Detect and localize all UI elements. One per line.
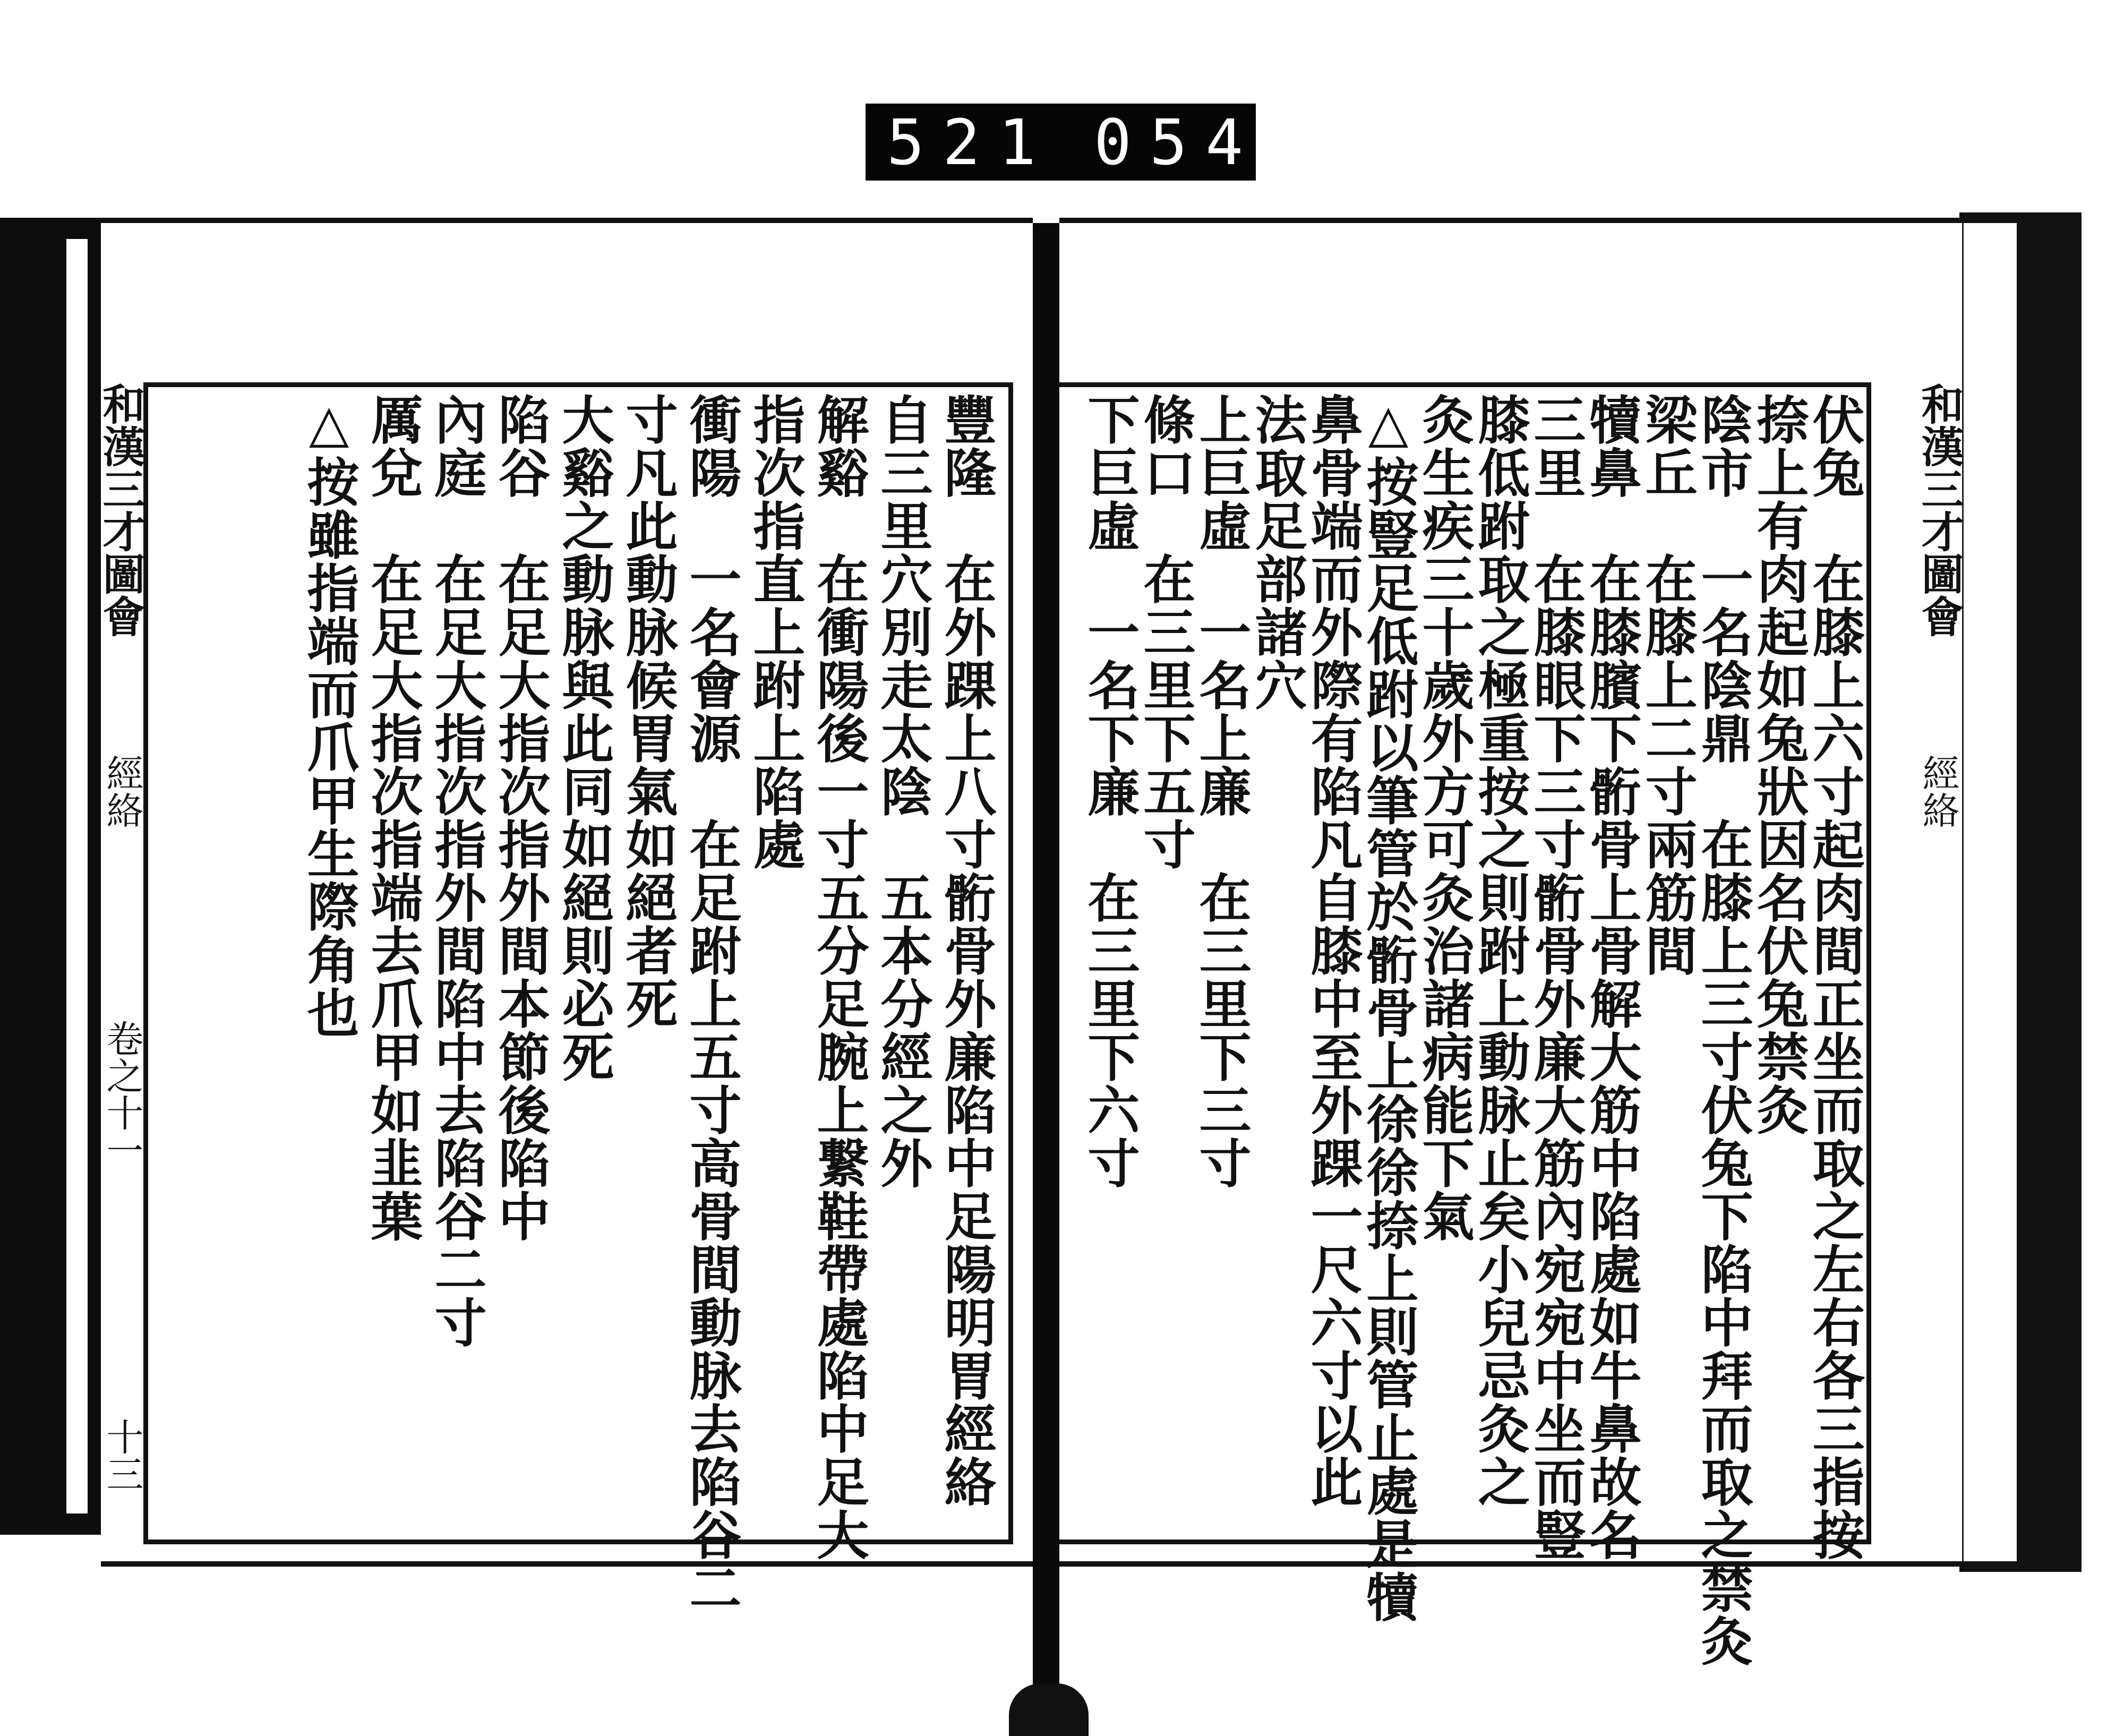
left-column-8: 陷谷 在足大指次指外間本節後陷中 [490,393,551,1243]
left-column-1: 豐隆 在外踝上八寸䯒骨外廉陷中足陽明胃經絡 [936,393,997,1508]
book-binding [1033,223,1059,1736]
left-margin-title: 和漢三才圖會 [96,382,145,637]
left-column-3: 解谿 在衝陽後一寸五分足腕上繋鞋帶處陷中足大 [808,393,869,1561]
left-column-6: 寸凡此動脉候胃氣如絕者死 [617,393,678,1030]
catalog-number-part1: 521 [887,106,1055,179]
right-column-6: 三里 在膝眼下三寸䯒骨外廉大筋內宛宛中坐而豎 [1525,393,1586,1561]
right-column-13: 條口 在三里下五寸 [1135,393,1196,871]
left-column-10: 厲兌 在足大指次指端去爪甲如韭葉 [362,393,423,1243]
left-page [96,218,1033,1614]
right-margin-title: 和漢三才圖會 [1914,382,1964,637]
right-column-2: 捺上有肉起如兔狀因名伏兔禁灸 [1748,393,1809,1136]
left-margin-volume: 卷之十一 [100,1020,144,1168]
right-column-10: 鼻骨端而外際有陷凡自膝中至外踝一尺六寸以此 [1302,393,1363,1508]
left-column-4: 指次指直上跗上陷處 [744,393,806,871]
right-column-9: △按豎足低跗以筆管於䯒骨上徐徐捺上則管止處是犢 [1358,393,1419,1623]
left-margin-page: 十三 [100,1418,144,1492]
right-column-14: 下巨虛 一名下廉 在三里下六寸 [1079,393,1140,1190]
right-column-11: 法取足部諸穴 [1246,393,1307,712]
left-column-9: 內庭 在足大指次指外間陷中去陷谷二寸 [426,393,487,1349]
left-column-2: 自三里穴別走太陰 五本分經之外 [872,393,933,1190]
right-margin-section: 經絡 [1916,754,1960,828]
right-column-4: 梁丘 在膝上二寸兩筋間 [1637,393,1698,977]
right-column-1: 伏兔 在膝上六寸起肉間正坐而取之左右各三指按 [1804,393,1865,1561]
left-column-5: 衝陽 一名會源 在足跗上五寸高骨間動脉去陷谷二 [681,393,742,1614]
left-column-7: 大谿之動脉與此同如絕則必死 [553,393,614,1083]
right-column-7: 膝低跗取之極重按之則跗上動脉止矣小兒忌灸之 [1469,393,1530,1508]
right-column-8: 灸生疾三十歲外方可灸治諸病能下氣 [1414,393,1475,1243]
binding-base [1009,1683,1089,1736]
left-column-11: △按雖指端而爪甲生際角也 [298,393,359,1039]
right-book-edge [1959,212,2082,1572]
right-column-12: 上巨虛 一名上廉 在三里下三寸 [1191,393,1252,1190]
right-page [1059,218,1964,1667]
right-column-5: 犢鼻 在膝臏下䯒骨上骨解大筋中陷處如牛鼻故名 [1581,393,1642,1561]
left-margin-section: 經絡 [100,754,144,828]
right-column-3: 陰市 一名陰鼎 在膝上三寸伏兔下陷中拜而取之禁灸 [1692,393,1753,1667]
catalog-number-part2: 054 [1094,106,1262,179]
catalog-number-stamp [866,104,1262,181]
